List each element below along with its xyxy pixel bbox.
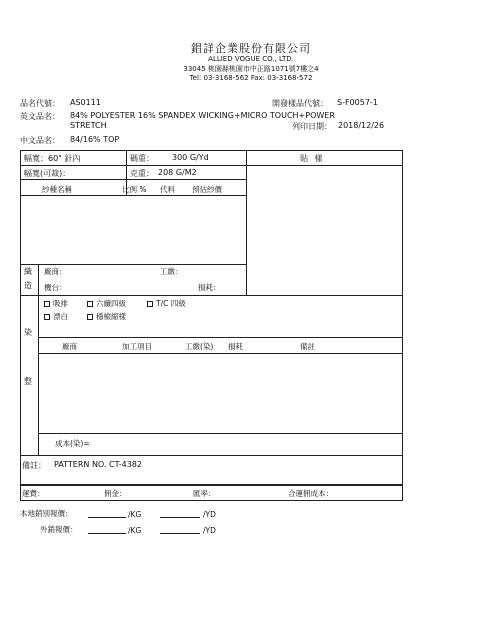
yarn-col-material: 代料 bbox=[160, 185, 175, 194]
domestic-kg-unit: /KG bbox=[128, 510, 142, 519]
company-name-en: ALLIED VOGUE CO., LTD. bbox=[208, 55, 294, 63]
weave-side-1: 織 bbox=[24, 267, 32, 276]
checkbox-icon bbox=[87, 301, 93, 307]
dye-col-note: 備註 bbox=[300, 342, 315, 351]
checkbox-icon bbox=[87, 314, 93, 320]
dev-no: S-F0057-1 bbox=[337, 98, 378, 107]
total-cost-label: 合運佣成本： bbox=[288, 489, 333, 498]
dye-cost-total-label: 成本(染)= bbox=[55, 439, 90, 448]
en-name-line1: 84% POLYESTER 16% SPANDEX WICKING+MICRO TOUCH+POWER bbox=[70, 111, 335, 120]
dye-option-2[interactable]: T/C 四級 bbox=[147, 298, 186, 309]
company-tel-fax: Tel: 03-3168-562 Fax: 03-3168-572 bbox=[189, 74, 313, 82]
domestic-quote-label: 本地銷別報價： bbox=[20, 509, 73, 518]
dye-col-loss: 損耗 bbox=[228, 342, 243, 351]
product-no: AS0111 bbox=[70, 98, 101, 107]
export-yd-field[interactable] bbox=[160, 525, 200, 534]
dye-col-cost: 工繳(染) bbox=[185, 342, 214, 351]
export-kg-field[interactable] bbox=[88, 525, 126, 534]
dye-option-3[interactable]: 漂白 bbox=[44, 311, 68, 322]
company-address: 33045 桃園縣桃園市中正路1071號7樓之4 bbox=[183, 65, 319, 73]
dye-side-1: 染 bbox=[24, 328, 32, 337]
commission-label: 佣金： bbox=[104, 489, 127, 498]
domestic-kg-field[interactable] bbox=[88, 509, 126, 518]
company-name-cn: 錩詳企業股份有限公司 bbox=[191, 42, 311, 55]
sample-label: 貼 樣 bbox=[300, 154, 325, 163]
gsm-value: 208 G/M2 bbox=[158, 168, 197, 177]
dye-option-4[interactable]: 穩檢縮樣 bbox=[87, 311, 126, 322]
print-date: 2018/12/26 bbox=[338, 121, 385, 130]
dev-no-label: 開發樣品代號： bbox=[272, 99, 328, 108]
yarn-col-ratio: 比例 % bbox=[122, 185, 147, 194]
remark-label: 備註： bbox=[22, 461, 46, 470]
gsm-label: 克重： bbox=[130, 169, 154, 178]
weave-machine-label: 機台： bbox=[44, 283, 67, 292]
en-name-label: 英文品名： bbox=[20, 112, 60, 121]
freight-label: 運費： bbox=[22, 489, 45, 498]
checkbox-icon bbox=[44, 301, 50, 307]
product-no-label: 品名代號： bbox=[20, 99, 60, 108]
remark-value: PATTERN NO. CT-4382 bbox=[54, 460, 142, 469]
dye-option-0[interactable]: 吸排 bbox=[44, 298, 68, 309]
yarn-col-name: 紗種名稱 bbox=[42, 185, 72, 194]
width-label: 幅寬：60" 針內 bbox=[24, 154, 81, 163]
en-name-line2: STRETCH bbox=[70, 121, 107, 130]
weave-loss-label: 損耗： bbox=[198, 283, 221, 292]
print-date-label: 列印日期： bbox=[292, 122, 332, 131]
domestic-yd-unit: /YD bbox=[203, 510, 216, 519]
dye-side-2: 整 bbox=[24, 377, 32, 386]
export-yd-unit: /YD bbox=[203, 526, 216, 535]
yarn-col-price: 預估紗價 bbox=[192, 185, 222, 194]
checkbox-icon bbox=[147, 301, 153, 307]
weave-side-2: 造 bbox=[24, 281, 32, 290]
usable-width-label: 幅寬(可裁)： bbox=[24, 169, 71, 178]
dye-col-vendor: 廠商 bbox=[62, 342, 77, 351]
spec-table bbox=[20, 150, 403, 485]
cn-name-label: 中文品名： bbox=[20, 136, 60, 145]
weave-factory-label: 廠商： bbox=[44, 267, 67, 276]
dye-col-process: 加工項目 bbox=[122, 342, 152, 351]
weight-label: 碼重： bbox=[130, 154, 154, 163]
domestic-yd-field[interactable] bbox=[160, 509, 200, 518]
export-quote-label: 外銷報價： bbox=[40, 525, 78, 534]
exchange-label: 匯率： bbox=[193, 489, 216, 498]
dye-option-1[interactable]: 六纖四級 bbox=[87, 298, 126, 309]
cn-name: 84/16% TOP bbox=[70, 135, 120, 144]
weight-value: 300 G/Yd bbox=[172, 153, 209, 162]
checkbox-icon bbox=[44, 314, 50, 320]
weave-cost-label: 工繳： bbox=[160, 267, 183, 276]
export-kg-unit: /KG bbox=[128, 526, 142, 535]
